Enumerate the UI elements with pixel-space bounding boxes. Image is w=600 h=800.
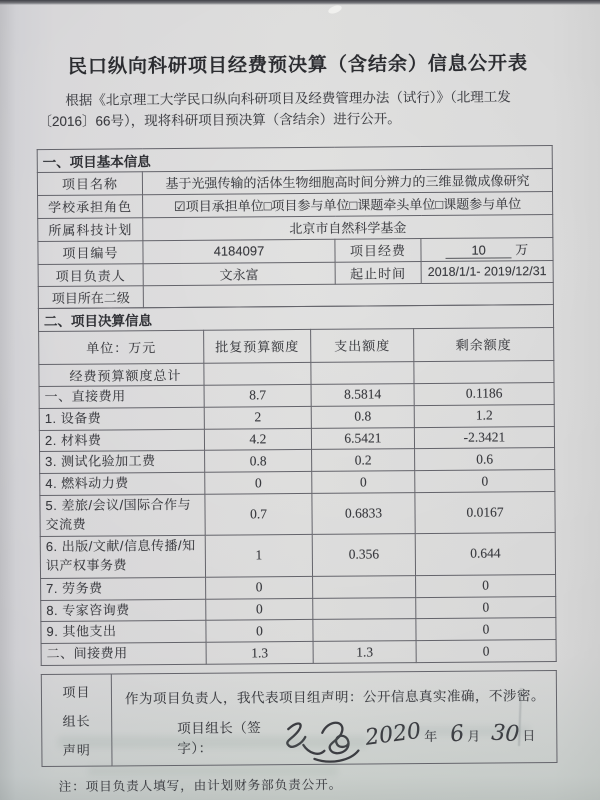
funds-amount: 10 [446, 243, 512, 260]
row-spent: 0.6833 [312, 493, 415, 534]
row-label: 6. 出版/文献/信息传播/知识产权事务费 [40, 535, 205, 578]
month-unit: 月 [467, 728, 481, 744]
basic-info-table [37, 145, 554, 309]
row-label: 5. 差旅/会议/国际合作与交流费 [40, 494, 205, 536]
row-approved: 1.3 [206, 642, 313, 665]
date-month: 6 [448, 720, 466, 748]
declaration-label-line: 声明 [62, 742, 91, 758]
signature-row [125, 714, 545, 757]
signature-scribble [278, 714, 365, 766]
row-approved: 0 [206, 576, 313, 599]
declaration-label-line: 项目 [62, 685, 91, 701]
row-label: 3. 测试化验加工费 [40, 451, 205, 474]
row-spent: 6.5421 [311, 427, 414, 450]
row-remaining: 0 [416, 640, 556, 663]
row-label: 一、直接费用 [39, 385, 204, 408]
role-options: ☑项目承担单位□项目参与单位□课题牵头单位□课题参与单位 [143, 191, 553, 217]
row-spent [313, 597, 416, 620]
row-spent: 0.356 [312, 533, 415, 576]
table-row [41, 671, 557, 767]
row-remaining: 0 [416, 596, 556, 619]
row-spent [313, 575, 416, 598]
row-spent [311, 361, 414, 384]
row-approved: 0 [205, 472, 312, 495]
project-no-label: 项目编号 [38, 241, 143, 265]
budget-row [40, 532, 555, 578]
row-spent [313, 619, 416, 642]
row-remaining: 0 [416, 618, 556, 641]
footer-note: 注：项目负责人填写，由计划财务部负责公开。 [58, 777, 343, 795]
row-approved: 0 [206, 620, 313, 643]
duration-label: 起止时间 [335, 261, 421, 284]
row-approved: 0.8 [205, 450, 312, 473]
row-label: 经费预算额度总计 [39, 363, 204, 386]
row-remaining: 0.0167 [415, 492, 555, 534]
project-no-value: 4184097 [143, 239, 335, 264]
row-remaining: 0 [416, 574, 556, 597]
row-approved: 4.2 [204, 428, 311, 451]
page-title: 民口纵向科研项目经费预决算（含结余）信息公开表 [67, 53, 529, 78]
row-label: 二、间接费用 [41, 643, 206, 666]
row-approved: 8.7 [204, 384, 311, 407]
section-1-header: 一、项目基本信息 [37, 145, 552, 172]
row-approved [204, 362, 311, 385]
role-label: 学校承担角色 [38, 195, 143, 219]
sign-label: 项目组长（签字）： [177, 719, 262, 756]
row-label: 2. 材料费 [39, 429, 204, 452]
intro-paragraph: 根据《北京理工大学民口纵向科研项目及经费管理办法（试行）》（北理工发〔2016〕66号），现将科研项目预决算（含结余）进行公开。 [38, 89, 511, 129]
declaration-statement: 作为项目负责人，我代表项目组声明：公开信息真实准确，不涉密。 [124, 687, 546, 707]
row-remaining: 0.644 [415, 532, 555, 575]
col-unit: 单位：万元 [39, 330, 204, 364]
row-remaining: -2.3421 [414, 426, 554, 449]
program-label: 所属科技计划 [38, 218, 143, 242]
row-remaining: 0.6 [415, 448, 555, 471]
date-day: 30 [490, 720, 521, 747]
col-approved: 批复预算额度 [204, 329, 311, 363]
row-label: 7. 劳务费 [41, 577, 206, 600]
row-approved: 2 [204, 406, 311, 429]
row-label: 1. 设备费 [39, 407, 204, 430]
declaration-label-cell [41, 674, 112, 767]
program-value: 北京市自然科学基金 [143, 214, 553, 240]
funds-value-cell [421, 237, 553, 261]
project-name-value: 基于光强传输的活体生物细胞高时间分辨力的三维显微成像研究 [142, 168, 552, 194]
budget-header-row [39, 327, 554, 364]
row-spent: 0.2 [312, 449, 415, 472]
row-spent: 8.5814 [311, 383, 414, 406]
date-year: 2020 [363, 718, 423, 751]
declaration-label-line: 组长 [62, 713, 91, 729]
row-approved: 1 [205, 534, 312, 577]
col-spent: 支出额度 [311, 328, 414, 362]
row-approved: 0 [206, 598, 313, 621]
row-spent: 1.3 [313, 641, 416, 664]
budget-table [38, 304, 557, 666]
declaration-content-cell [111, 671, 557, 766]
project-name-label: 项目名称 [37, 172, 142, 196]
row-label: 9. 其他支出 [41, 621, 206, 644]
row-remaining: 0.1186 [414, 382, 554, 405]
budget-row [41, 640, 556, 666]
pi-label: 项目负责人 [38, 264, 143, 287]
declaration-table [41, 670, 558, 767]
row-remaining [414, 360, 554, 383]
row-label: 4. 燃料动力费 [40, 472, 205, 495]
row-remaining: 1.2 [414, 404, 554, 427]
row-approved: 0.7 [205, 493, 312, 535]
dept-label: 项目所在二级 [38, 286, 143, 309]
duration-value: 2018/1/1- 2019/12/31 [421, 260, 553, 283]
funds-unit: 万 [515, 242, 529, 258]
row-spent: 0.8 [311, 405, 414, 428]
day-unit: 日 [522, 727, 536, 743]
pi-name: 文永富 [143, 262, 335, 286]
row-spent: 0 [312, 471, 415, 494]
row-remaining: 0 [415, 470, 555, 493]
budget-row [40, 492, 555, 537]
funds-label: 项目经费 [335, 238, 421, 262]
col-remaining: 剩余额度 [414, 327, 554, 361]
section-2-header: 二、项目决算信息 [38, 304, 553, 331]
row-label: 8. 专家咨询费 [41, 599, 206, 622]
year-unit: 年 [424, 728, 438, 744]
